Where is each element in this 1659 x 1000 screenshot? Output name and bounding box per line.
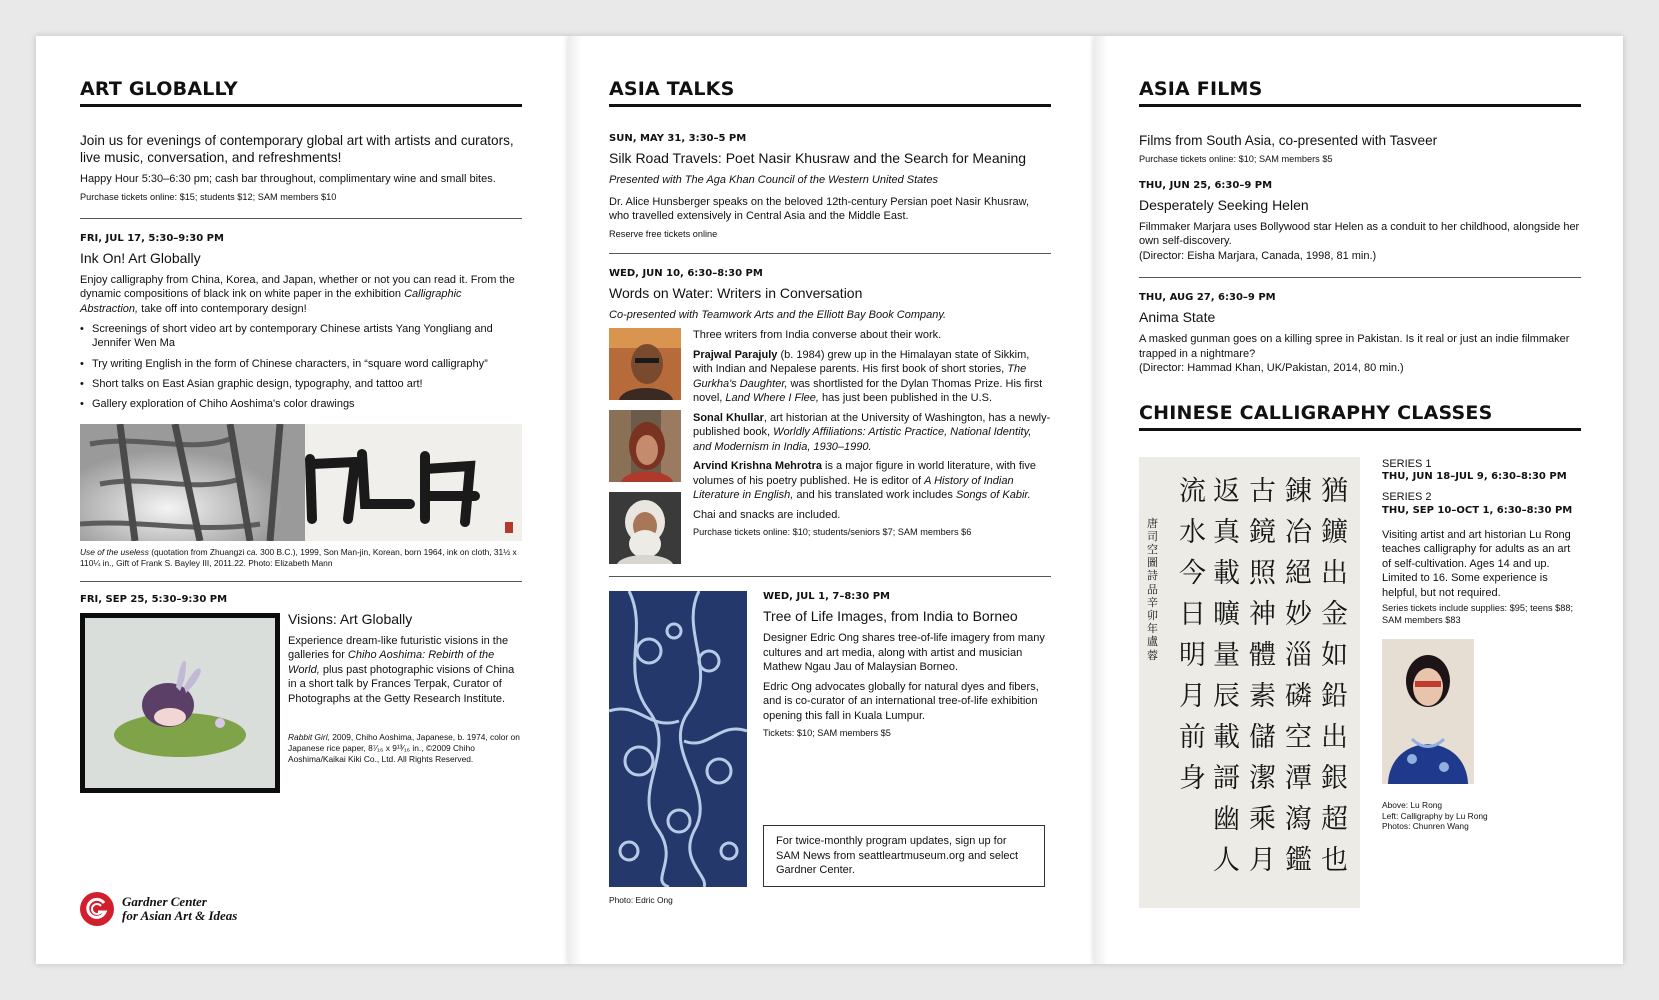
calligraphy-glyph: 鑑 xyxy=(1285,844,1312,876)
calligraphy-glyph: 載 xyxy=(1213,557,1240,589)
calligraphy-glyph: 妙 xyxy=(1285,598,1312,630)
event-title: Ink On! Art Globally xyxy=(80,249,201,266)
class-description: Visiting artist and art historian Lu Rong teaches calligraphy for adults as an art of self-cultivation. Ages 14 and up. Limited to 16. Some experience is helpful, but not required. xyxy=(1382,528,1571,599)
calligraphy-glyph: 流 xyxy=(1179,475,1206,507)
calligraphy-glyph: 月 xyxy=(1179,680,1206,712)
calligraphy-glyph: 冶 xyxy=(1285,516,1312,548)
calligraphy-glyph: 前 xyxy=(1179,721,1206,753)
calligraphy-glyph: 鉛 xyxy=(1321,680,1348,712)
calligraphy-glyph: 明 xyxy=(1179,639,1206,671)
use-of-the-useless-artwork xyxy=(80,424,522,541)
event-date: THU, AUG 27, 6:30–9 PM xyxy=(1139,292,1276,304)
calligraphy-glyph: 古 xyxy=(1249,475,1276,507)
calligraphy-glyph: 淄 xyxy=(1285,639,1312,671)
gardner-logo-icon xyxy=(80,892,114,926)
calligraphy-glyph: 身 xyxy=(1179,762,1206,794)
presenter-text: Presented with The Aga Khan Council of the Western United States xyxy=(609,174,938,186)
series-date: THU, JUN 18–JUL 9, 6:30–8:30 PM xyxy=(1382,471,1567,483)
calligraphy-glyph: 如 xyxy=(1321,639,1348,671)
author-photo xyxy=(609,410,681,482)
event-block xyxy=(609,591,1051,906)
calligraphy-glyph: 辰 xyxy=(1213,680,1240,712)
writers-intro: Three writers from India converse about their work. xyxy=(693,329,942,342)
author-photos xyxy=(609,328,681,564)
tree-of-life-image xyxy=(609,591,747,887)
calligraphy-glyph: 猶 xyxy=(1321,475,1348,507)
event-description: Designer Edric Ong shares tree-of-life imagery from many cultures and art media, along with artist and musician Mathew Ngau Jau of Malaysian Borneo. xyxy=(763,632,1045,674)
asia-talks-column xyxy=(609,78,1051,906)
calligraphy-glyph: 幽 xyxy=(1213,803,1240,835)
tree-of-life-photo-block xyxy=(609,591,747,906)
writers-text xyxy=(693,328,1051,564)
calligraphy-signature: 唐司空圖詩品辛卯年盧蓉 xyxy=(1147,516,1158,662)
writers-block xyxy=(609,328,1051,564)
author-bio: Arvind Krishna Mehrotra is a major figure in world literature, with five volumes of his poetry published. He is editor of A History of Indian Literature in English, and his translated work includes Songs of Kabir. xyxy=(693,460,1036,502)
tickets-text: Tickets: $10; SAM members $5 xyxy=(763,728,891,739)
calligraphy-scroll-image xyxy=(1139,457,1360,908)
event-date: WED, JUN 10, 6:30–8:30 PM xyxy=(609,267,763,279)
calligraphy-glyph: 瀉 xyxy=(1285,803,1312,835)
calligraphy-glyph: 曠 xyxy=(1213,598,1240,630)
divider xyxy=(80,218,522,219)
tickets-text: Purchase tickets online: $15; students $12; SAM members $10 xyxy=(80,191,337,202)
director-text: (Director: Eisha Marjara, Canada, 1998, 81 min.) xyxy=(1139,249,1377,262)
intro-text: Join us for evenings of contemporary global art with artists and curators, live music, conversation, and refreshments! xyxy=(80,133,514,165)
bullet-item: • Try writing English in the form of Chinese characters, in “square word calligraphy” xyxy=(80,357,522,371)
calligraphy-glyph: 潔 xyxy=(1249,762,1276,794)
calligraphy-glyph: 也 xyxy=(1321,844,1348,876)
artwork-caption: Use of the useless (quotation from Zhuangzi ca. 300 B.C.), 1999, Son Man-jin, Korean, born 1964, ink on cloth, 31½ x 110¼ in., Gift of Frank S. Bayley III, 2011.22. Photo: Elizabeth Mann xyxy=(80,546,517,568)
calligraphy-glyph: 出 xyxy=(1321,721,1348,753)
divider xyxy=(1139,277,1581,278)
intro-text: Films from South Asia, co-presented with Tasveer xyxy=(1139,133,1438,148)
event-description: Dr. Alice Hunsberger speaks on the beloved 12th-century Persian poet Nasir Khusraw, who travelled extensively in Central Asia and the Middle East. xyxy=(609,195,1030,223)
bullet-item: • Screenings of short video art by contemporary Chinese artists Yang Yongliang and Jennifer Wen Ma xyxy=(80,322,522,351)
event-title: Visions: Art Globally xyxy=(288,610,413,627)
event-title: Desperately Seeking Helen xyxy=(1139,196,1309,213)
bullet-item: • Gallery exploration of Chiho Aoshima's color drawings xyxy=(80,397,522,411)
calligraphy-glyph: 照 xyxy=(1249,557,1276,589)
logo-text: Gardner Center for Asian Art & Ideas xyxy=(122,894,238,923)
divider xyxy=(609,576,1051,577)
series-label: SERIES 2 xyxy=(1382,491,1432,504)
calligraphy-glyph: 絕 xyxy=(1285,557,1312,589)
section-heading: ART GLOBALLY xyxy=(80,78,522,107)
event-bullets xyxy=(80,322,522,411)
event-title: Silk Road Travels: Poet Nasir Khusraw and the Search for Meaning xyxy=(609,150,1027,166)
calligraphy-glyph: 神 xyxy=(1249,598,1276,630)
calligraphy-glyph: 錬 xyxy=(1285,475,1312,507)
calligraphy-glyph: 鑛 xyxy=(1321,516,1348,548)
series-label: SERIES 1 xyxy=(1382,457,1432,470)
event-date: FRI, SEP 25, 5:30–9:30 PM xyxy=(80,593,228,605)
event-date: SUN, MAY 31, 3:30–5 PM xyxy=(609,133,747,144)
calligraphy-glyph: 金 xyxy=(1321,598,1348,630)
calligraphy-glyph: 水 xyxy=(1179,516,1206,548)
asia-films-column xyxy=(1139,78,1581,908)
event-description: Experience dream-like futuristic visions in the galleries for Chiho Aoshima: Rebirth of the World, plus past photographic visions of China in a short talk by Frances Terpak, Curator of Photographs at the Getty Research Institute. xyxy=(288,634,515,705)
event-date: THU, JUN 25, 6:30–9 PM xyxy=(1139,179,1273,191)
divider xyxy=(80,581,522,582)
calligraphy-glyph: 今 xyxy=(1179,557,1206,589)
rabbit-girl-artwork xyxy=(80,613,280,793)
calligraphy-glyph: 鏡 xyxy=(1249,516,1276,548)
series-date: THU, SEP 10–OCT 1, 6:30–8:30 PM xyxy=(1382,504,1573,516)
section-heading: ASIA FILMS xyxy=(1139,78,1581,107)
calligraphy-glyph: 磷 xyxy=(1285,680,1312,712)
calligraphy-glyph: 月 xyxy=(1249,844,1276,876)
artwork-caption: Rabbit Girl, 2009, Chiho Aoshima, Japanese, b. 1974, color on Japanese rice paper, 8⁷⁄₁₆ x 9¹³⁄₁₆ in., ©2009 Chiho Aoshima/Kaikai Kiki Co., Ltd. All Rights Reserved. xyxy=(288,732,520,764)
event-details xyxy=(288,610,522,793)
calligraphy-glyph: 真 xyxy=(1213,516,1240,548)
page-asia-talks xyxy=(568,36,1094,964)
lu-rong-photo xyxy=(1382,639,1474,784)
presenter-text: Co-presented with Teamwork Arts and the Elliott Bay Book Company. xyxy=(609,308,947,321)
calligraphy-glyph: 出 xyxy=(1321,557,1348,589)
tickets-text: Series tickets include supplies: $95; teens $88; SAM members $83 xyxy=(1382,603,1574,626)
event-description: A masked gunman goes on a killing spree in Pakistan. Is it real or just an indie filmmaker trapped in a nightmare? xyxy=(1139,333,1570,360)
tickets-text: Purchase tickets online: $10; SAM members $5 xyxy=(1139,153,1333,164)
tickets-text: Reserve free tickets online xyxy=(609,228,718,239)
section-heading: CHINESE CALLIGRAPHY CLASSES xyxy=(1139,402,1581,431)
author-photo xyxy=(609,328,681,400)
author-bio: Sonal Khullar, art historian at the University of Washington, has a newly-published book, Worldly Affiliations: Artistic Practice, National Identity, and Modernism in India, 1930–1990. xyxy=(693,411,1051,453)
happy-hour-text: Happy Hour 5:30–6:30 pm; cash bar throughout, complimentary wine and small bites. xyxy=(80,173,496,186)
photo-credit: Photo: Edric Ong xyxy=(609,895,673,906)
calligraphy-glyph: 量 xyxy=(1213,639,1240,671)
director-text: (Director: Hammad Khan, UK/Pakistan, 2014, 80 min.) xyxy=(1139,362,1404,375)
event-date: WED, JUL 1, 7–8:30 PM xyxy=(763,591,890,603)
section-heading: ASIA TALKS xyxy=(609,78,1051,107)
event-description: Edric Ong advocates globally for natural dyes and fibers, and is co-curator of an international tree-of-life exhibition opening this fall in Kuala Lumpur. xyxy=(763,680,1039,722)
calligraphy-glyph: 潭 xyxy=(1285,762,1312,794)
event-title: Tree of Life Images, from India to Borneo xyxy=(763,608,1018,625)
art-globally-column xyxy=(80,78,522,793)
event-date: FRI, JUL 17, 5:30–9:30 PM xyxy=(80,232,224,244)
calligraphy-glyph: 返 xyxy=(1213,475,1240,507)
calligraphy-glyph: 載 xyxy=(1213,721,1240,753)
calligraphy-glyph: 體 xyxy=(1249,639,1276,671)
calligraphy-glyph: 超 xyxy=(1321,803,1348,835)
author-photo xyxy=(609,492,681,564)
calligraphy-glyph: 日 xyxy=(1179,598,1206,630)
author-bio: Prajwal Parajuly (b. 1984) grew up in the Himalayan state of Sikkim, with Indian and Nepalese parents. His first book of short stories, The Gurkha's Daughter, was shortlisted for the Dylan Thomas Prize. His first novel, Land Where I Flee, has just been published in the U.S. xyxy=(693,348,1043,405)
calligraphy-glyph: 儲 xyxy=(1249,721,1276,753)
class-details xyxy=(1382,457,1581,908)
event-title: Words on Water: Writers in Conversation xyxy=(609,284,863,301)
divider xyxy=(609,253,1051,254)
event-details xyxy=(763,591,1051,906)
page-art-globally xyxy=(36,36,568,964)
event-description: Enjoy calligraphy from China, Korea, and Japan, whether or not you can read it. From the dynamic compositions of black ink on white paper in the exhibition Calligraphic Abstraction, take off into contemporary design! xyxy=(80,273,515,315)
bullet-item: • Short talks on East Asian graphic design, typography, and tattoo art! xyxy=(80,377,522,391)
snacks-text: Chai and snacks are included. xyxy=(693,508,841,521)
calligraphy-glyph: 素 xyxy=(1249,680,1276,712)
gardner-center-logo xyxy=(80,892,237,926)
calligraphy-block xyxy=(1139,457,1581,908)
calligraphy-glyph: 銀 xyxy=(1321,762,1348,794)
calligraphy-glyph: 乘 xyxy=(1249,803,1276,835)
calligraphy-glyph: 人 xyxy=(1213,844,1240,876)
tickets-text: Purchase tickets online: $10; students/seniors $7; SAM members $6 xyxy=(693,527,972,538)
event-title: Anima State xyxy=(1139,309,1216,326)
newsletter-box: For twice-monthly program updates, sign up for SAM News from seattleartmuseum.org and select Gardner Center. xyxy=(763,825,1045,887)
page-asia-films xyxy=(1094,36,1623,964)
event-block xyxy=(80,610,522,793)
calligraphy-glyph: 謌 xyxy=(1213,762,1240,794)
event-description: Filmmaker Marjara uses Bollywood star Helen as a conduit to her childhood, alongside her own self-discovery. xyxy=(1139,220,1580,248)
photo-credits: Above: Lu Rong Left: Calligraphy by Lu Rong Photos: Chunren Wang xyxy=(1382,800,1488,832)
calligraphy-glyph: 空 xyxy=(1285,721,1312,753)
